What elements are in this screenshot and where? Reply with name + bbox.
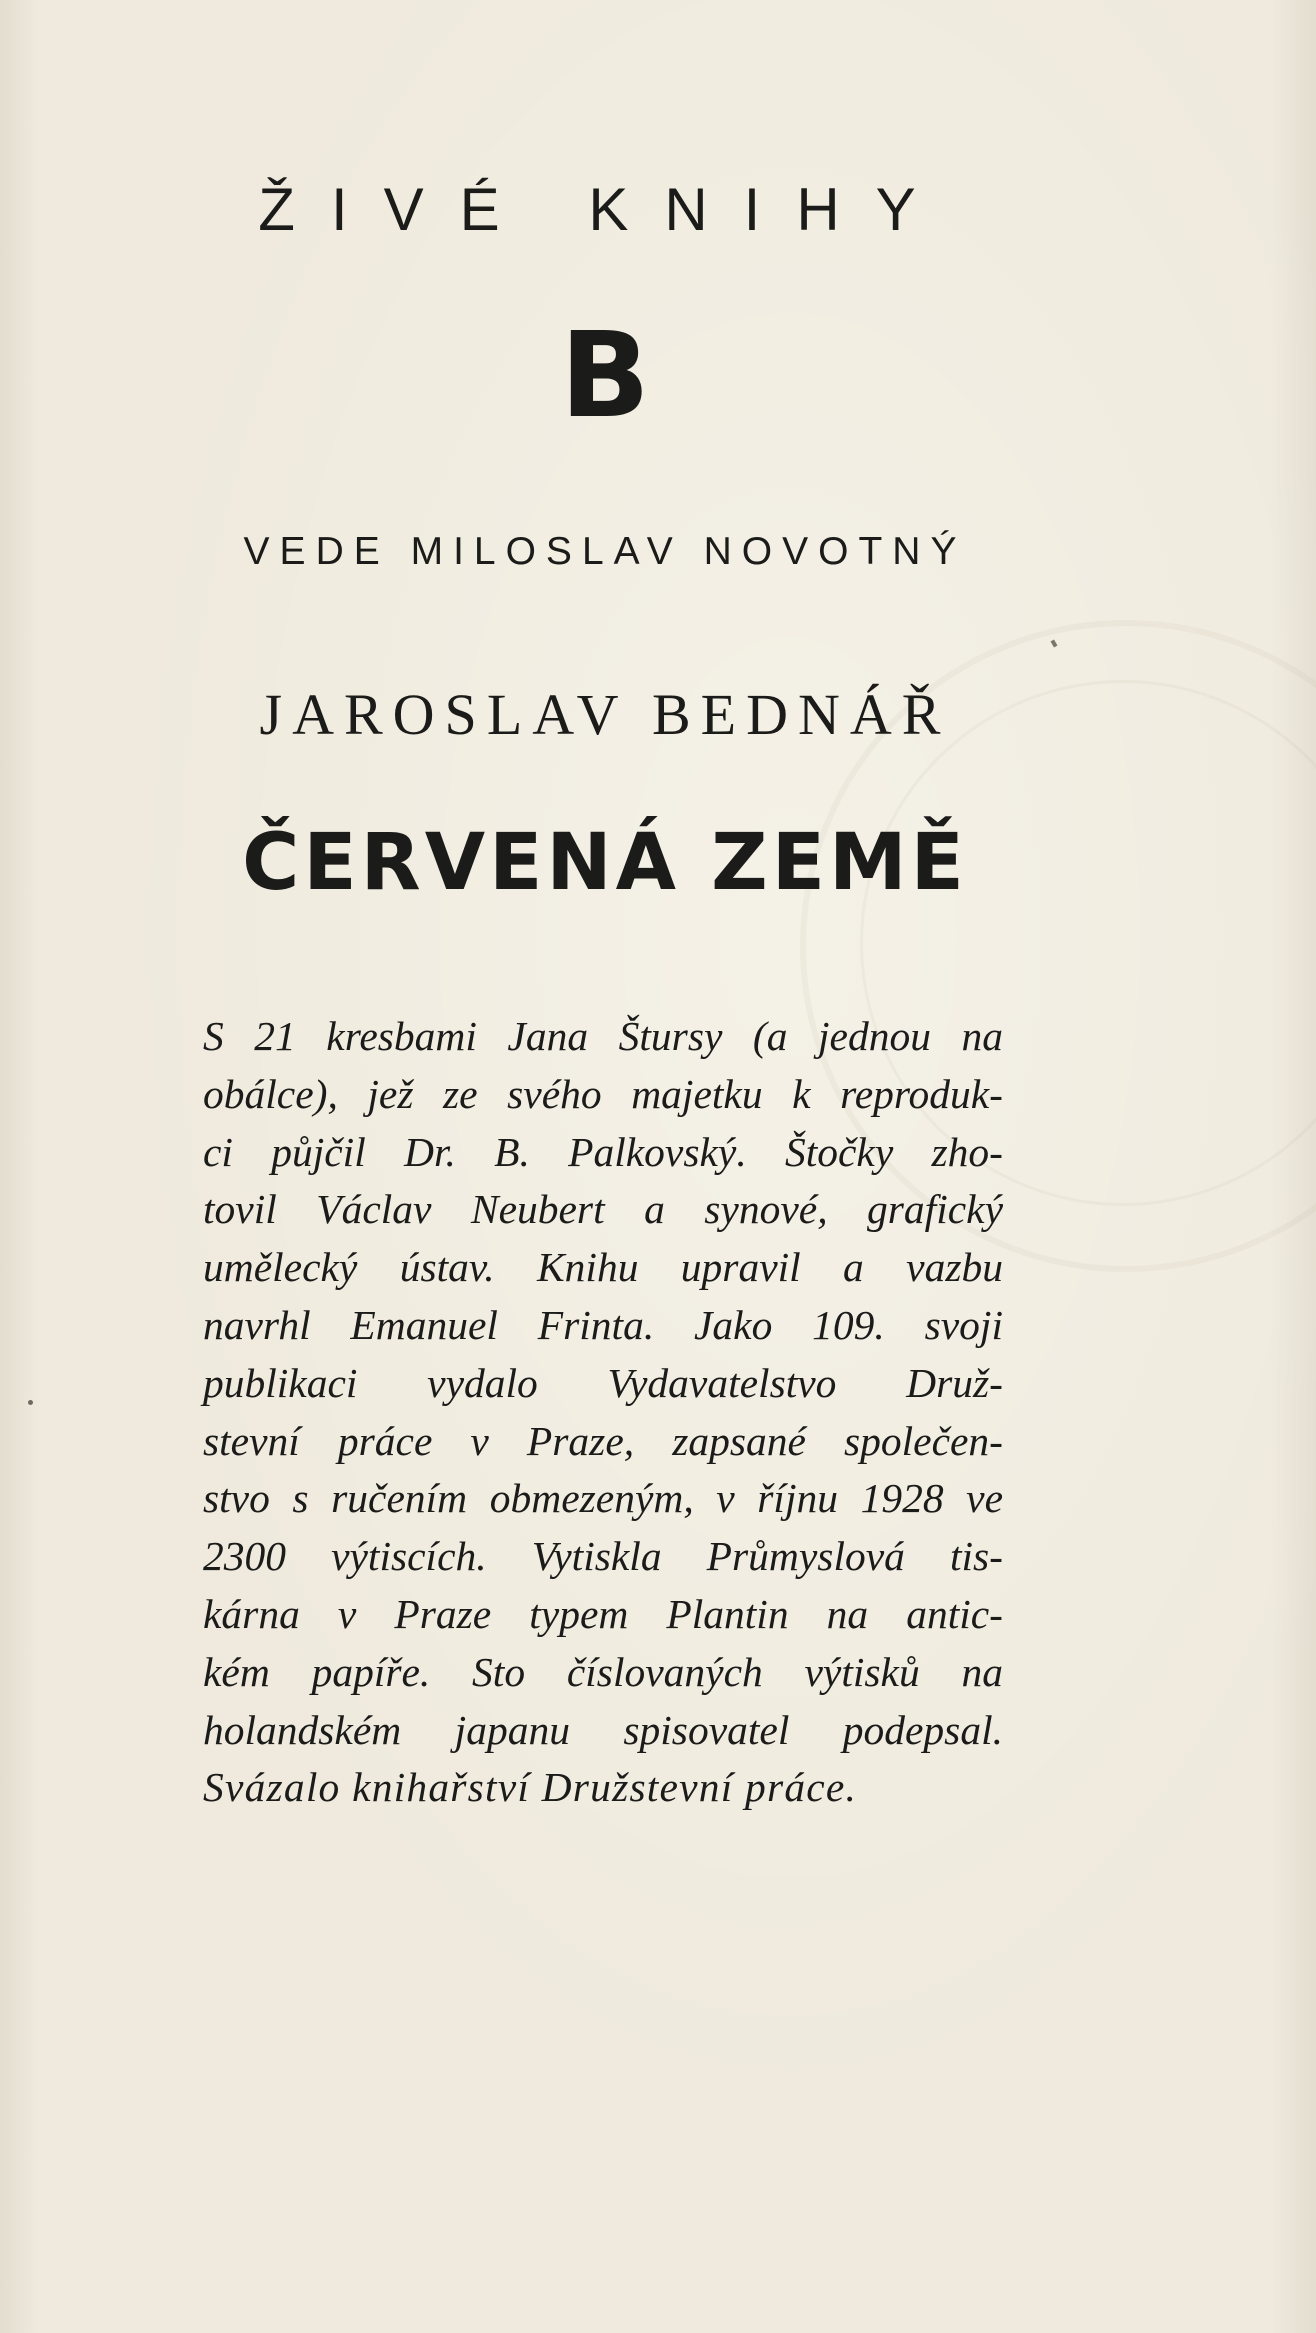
colophon-line: umělecký ústav. Knihu upravil a vazbu (203, 1244, 1003, 1291)
colophon-line: S 21 kresbami Jana Štursy (a jednou na (203, 1013, 1003, 1059)
colophon-line: holandském japanu spisovatel podepsal. (203, 1706, 1003, 1753)
colophon-line: Svázalo knihařství Družstevní práce. (203, 1764, 858, 1811)
series-letter: B (560, 306, 650, 444)
book-title: ČERVENÁ ZEMĚ (242, 818, 968, 908)
colophon (203, 1008, 1003, 1817)
colophon-line: obálce), jež ze svého majetku k reproduk- (203, 1070, 1003, 1117)
colophon-line: stvo s ručením obmezeným, v říjnu 1928 ve (203, 1475, 1003, 1522)
colophon-line: tovil Václav Neubert a synové, grafický (203, 1186, 1003, 1233)
colophon-line: kárna v Praze typem Plantin na antic- (203, 1590, 1003, 1637)
colophon-line: kém papíře. Sto číslovaných výtisků na (203, 1648, 1003, 1695)
colophon-line: stevní práce v Praze, zapsané společen- (203, 1417, 1003, 1464)
colophon-line: navrhl Emanuel Frinta. Jako 109. svoji (203, 1301, 1003, 1348)
colophon-line: publikaci vydalo Vydavatelstvo Druž- (203, 1359, 1003, 1406)
colophon-line: 2300 výtiscích. Vytiskla Průmyslová tis- (203, 1533, 1003, 1580)
series-editor: VEDE MILOSLAV NOVOTNÝ (243, 530, 967, 573)
paper-speck (28, 1400, 33, 1405)
author-name: JAROSLAV BEDNÁŘ (259, 682, 951, 747)
colophon-line: ci půjčil Dr. B. Palkovský. Štočky zho- (203, 1128, 1003, 1175)
series-title: ŽIVÉ KNIHY (258, 176, 952, 243)
